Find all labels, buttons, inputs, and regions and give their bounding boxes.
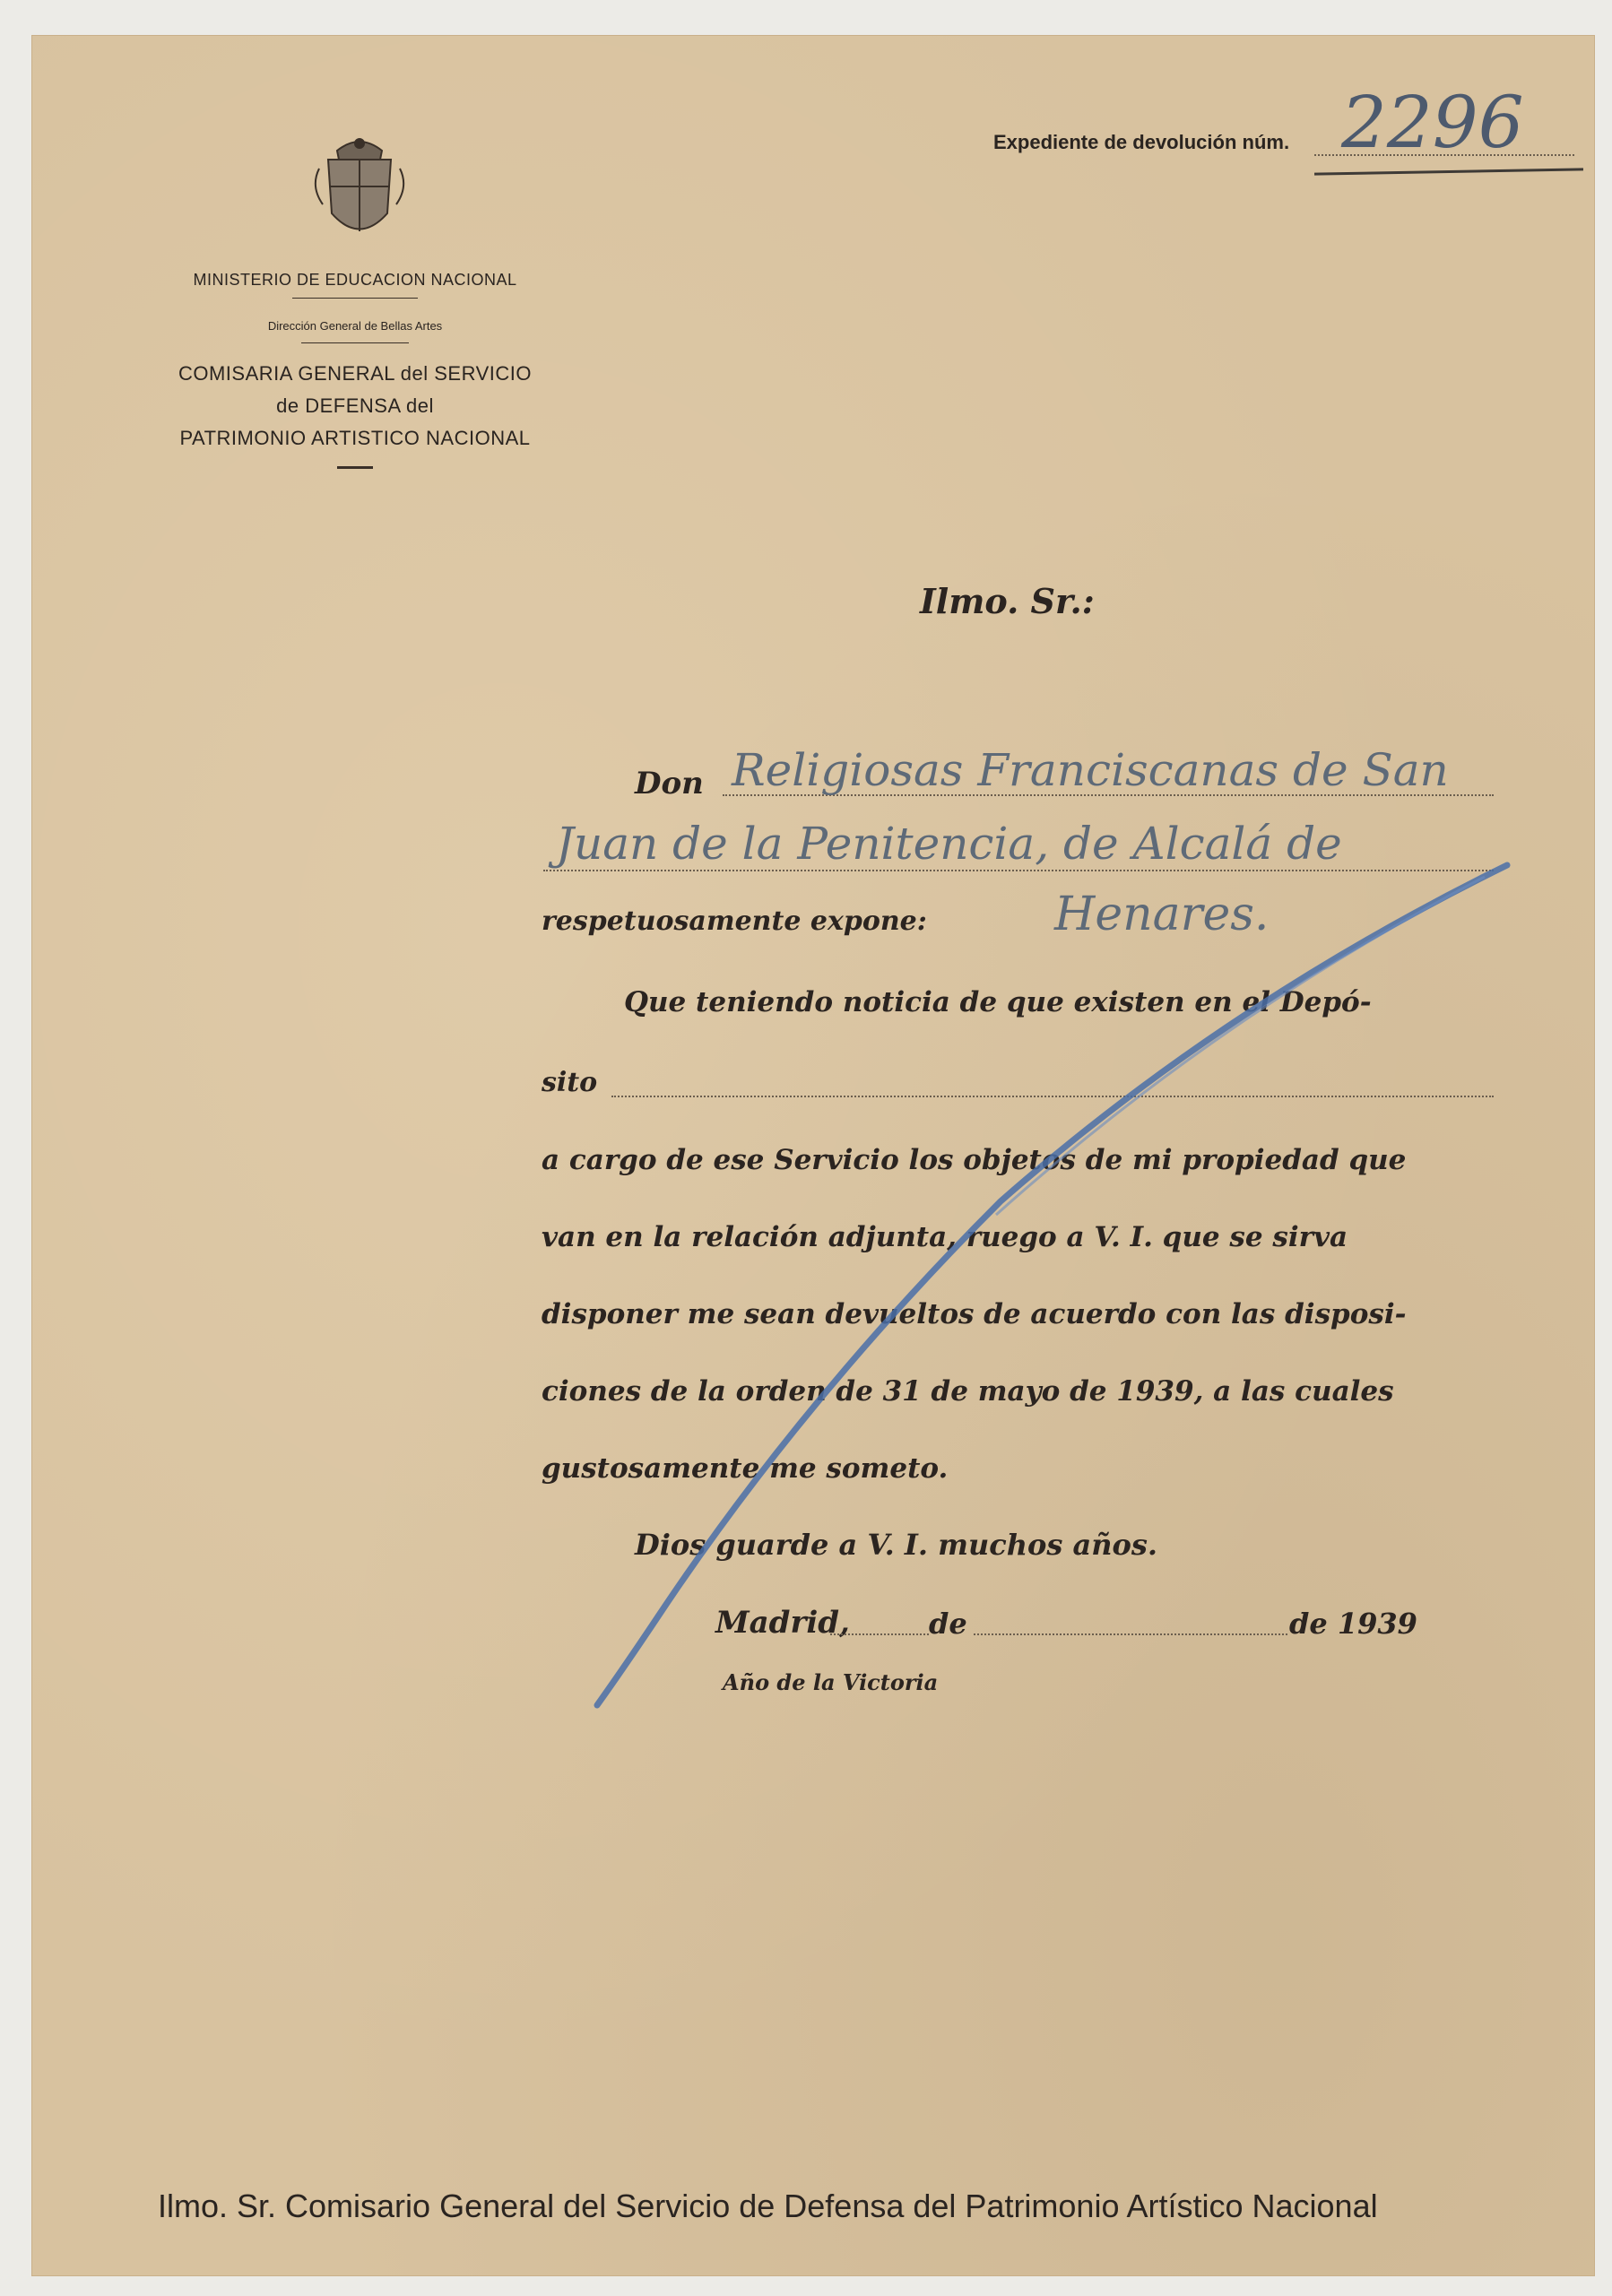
comisaria-line-3: PATRIMONIO ARTISTICO NACIONAL: [179, 427, 531, 449]
don-label: Don: [635, 766, 704, 801]
body-line-6: ciones de la orden de 31 de mayo de 1939, a las cuales: [542, 1375, 1394, 1408]
place: Madrid,: [715, 1605, 850, 1641]
petitioner-handwritten-3: Henares.: [1054, 888, 1270, 941]
document-sheet: [32, 36, 1594, 2275]
petitioner-handwritten-2: Juan de la Penitencia, de Alcalá de: [556, 818, 1342, 870]
petitioner-handwritten-1: Religiosas Franciscanas de San: [732, 744, 1449, 796]
comisaria-line-2: de DEFENSA del: [276, 394, 434, 417]
ano-victoria: Año de la Victoria: [723, 1669, 939, 1695]
body-line-4: van en la relación adjunta, ruego a V. I. que se sirva: [542, 1221, 1348, 1253]
closing: Dios guarde a V. I. muchos años.: [635, 1528, 1158, 1562]
footer-addressee: Ilmo. Sr. Comisario General del Servicio de Defensa del Patrimonio Artístico Nacional: [158, 2188, 1378, 2224]
salutation: Ilmo. Sr.:: [920, 581, 1095, 621]
body-line-5: disponer me sean devueltos de acuerdo con las disposi-: [542, 1298, 1407, 1330]
body-line-3: a cargo de ese Servicio los objetos de mi propiedad que: [542, 1144, 1407, 1176]
ministry-name: MINISTERIO DE EDUCACION NACIONAL: [193, 271, 517, 289]
de-label: de: [929, 1607, 967, 1641]
body-line-1: Que teniendo noticia de que existen en el Depó-: [624, 986, 1372, 1018]
direccion-general: Dirección General de Bellas Artes: [267, 319, 443, 333]
comisaria-line-1: COMISARIA GENERAL del SERVICIO: [178, 362, 532, 385]
expediente-number: 2296: [1341, 81, 1524, 164]
body-line-2-label: sito: [542, 1067, 598, 1098]
expediente-label: Expediente de devolución núm.: [993, 131, 1290, 153]
expone-label: respetuosamente expone:: [542, 905, 927, 937]
year-label: de 1939: [1289, 1607, 1417, 1641]
pencil-strike-mark: [32, 36, 1594, 2275]
body-line-7: gustosamente me someto.: [542, 1452, 949, 1485]
